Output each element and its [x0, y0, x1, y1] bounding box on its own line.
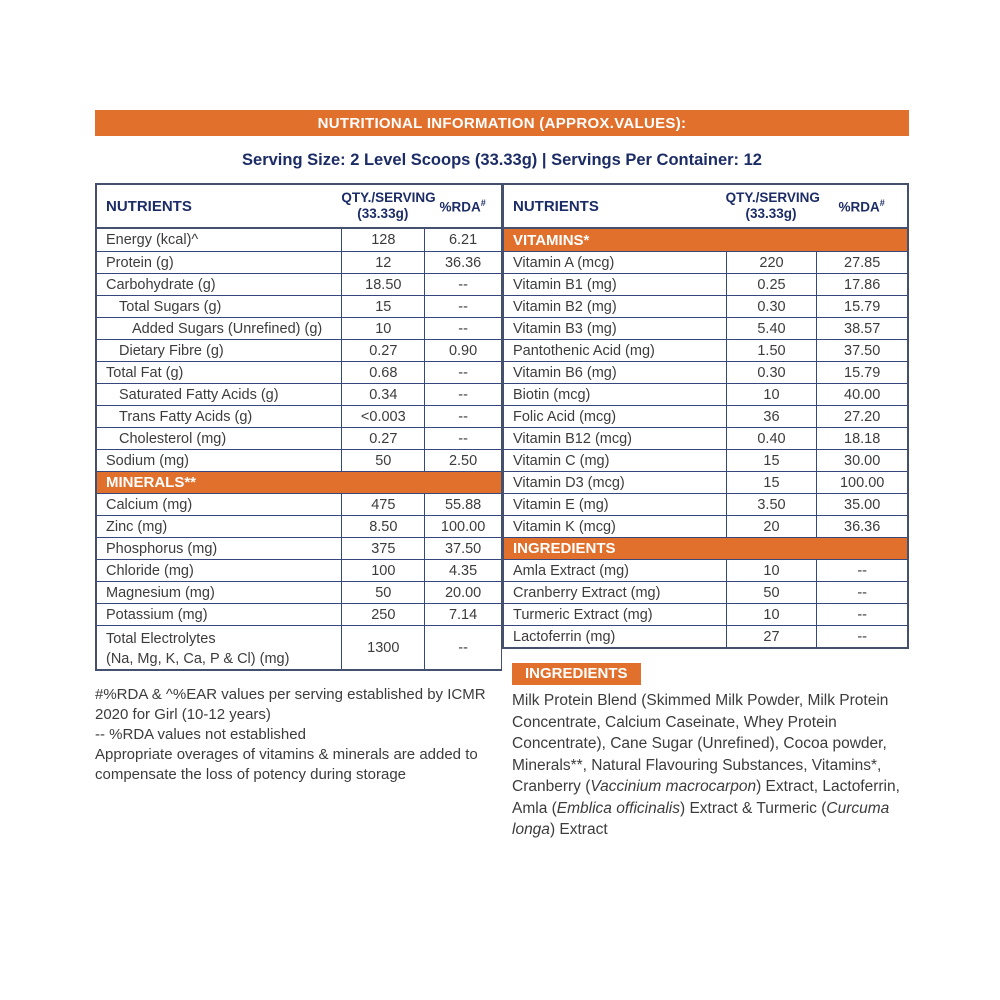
- nutrient-label: Folic Acid (mcg): [513, 408, 617, 425]
- table-row: [97, 295, 501, 317]
- table-header-left: [97, 185, 501, 229]
- qty-value: 12: [341, 252, 424, 273]
- table-row: [504, 493, 907, 515]
- rda-value: --: [816, 582, 907, 603]
- ingredient-text: Milk Protein Blend (Skimmed Milk Powder, Milk Protein Concentrate, Calcium Caseinate, Whey Protein Concentrate), Cane Sugar (Unrefined), Cocoa powder, Minerals**, Natural Flavouring Substances, Vitamins*, Cranberry (: [512, 692, 889, 795]
- ingredient-scientific-name: Curcuma longa: [512, 799, 890, 838]
- rda-value: 100.00: [424, 516, 501, 537]
- nutrient-label: Trans Fatty Acids (g): [119, 408, 253, 425]
- right-column: [502, 183, 909, 841]
- rda-value: 36.36: [424, 252, 501, 273]
- table-row: [97, 515, 501, 537]
- table-row: [97, 449, 501, 471]
- qty-value: 10: [341, 318, 424, 339]
- rda-header-sup: #: [480, 197, 486, 208]
- nutrient-label: Potassium (mg): [106, 606, 208, 623]
- serving-info: [95, 151, 909, 170]
- table-row: [504, 295, 907, 317]
- rda-value: 2.50: [424, 450, 501, 471]
- nutrient-label: Biotin (mcg): [513, 386, 591, 403]
- qty-value: 15: [726, 450, 817, 471]
- nutrient-label: Amla Extract (mg): [513, 562, 630, 579]
- column-header-qty: [341, 190, 436, 222]
- nutrient-label: Chloride (mg): [106, 562, 194, 579]
- rda-value: 38.57: [816, 318, 907, 339]
- left-column: [95, 183, 502, 785]
- nutrient-label: Dietary Fibre (g): [119, 342, 224, 359]
- rda-value: --: [816, 604, 907, 625]
- table-row: [97, 273, 501, 295]
- qty-value: 15: [341, 296, 424, 317]
- rda-value: 100.00: [816, 472, 907, 493]
- qty-value: 10: [726, 560, 817, 581]
- qty-header-line1: QTY./SERVING: [725, 190, 820, 205]
- qty-value: 0.30: [726, 362, 817, 383]
- rda-value: --: [424, 406, 501, 427]
- table-row: [504, 361, 907, 383]
- table-row: [504, 427, 907, 449]
- rda-value: 55.88: [424, 494, 501, 515]
- nutrient-label: Vitamin B6 (mg): [513, 364, 617, 381]
- table-row: [504, 559, 907, 581]
- qty-value: 0.27: [341, 428, 424, 449]
- rda-value: --: [424, 626, 501, 669]
- qty-value: 36: [726, 406, 817, 427]
- rda-value: 4.35: [424, 560, 501, 581]
- rda-value: 6.21: [424, 229, 501, 251]
- footnote-not-established: -- %RDA values not established: [95, 726, 306, 743]
- ingredients-paragraph: [512, 690, 910, 841]
- column-header-nutrients: NUTRIENTS: [106, 197, 192, 215]
- table-row: [97, 559, 501, 581]
- qty-value: 0.34: [341, 384, 424, 405]
- table-row: [97, 405, 501, 427]
- nutrient-label: Cranberry Extract (mg): [513, 584, 661, 601]
- qty-value: 220: [726, 252, 817, 273]
- qty-value: 1300: [341, 626, 424, 669]
- footnote-overages: Appropriate overages of vitamins & minerals are added to compensate the loss of potency during storage: [95, 746, 478, 783]
- rda-value: 0.90: [424, 340, 501, 361]
- table-row: [504, 405, 907, 427]
- rda-value: --: [424, 428, 501, 449]
- rda-value: 27.85: [816, 252, 907, 273]
- nutrient-label: Pantothenic Acid (mg): [513, 342, 655, 359]
- nutrient-label: Calcium (mg): [106, 496, 193, 513]
- ingredient-scientific-name: Vaccinium macrocarpon: [590, 778, 757, 795]
- footnotes: [95, 685, 497, 785]
- rda-value: 17.86: [816, 274, 907, 295]
- nutrient-label: Vitamin C (mg): [513, 452, 610, 469]
- column-header-qty: [725, 190, 820, 222]
- qty-value: 27: [726, 626, 817, 647]
- table-body-left: [97, 229, 501, 669]
- nutrients-table-right: [502, 183, 909, 649]
- table-row: [504, 515, 907, 537]
- qty-value: 50: [341, 450, 424, 471]
- nutrient-label: [97, 626, 341, 669]
- qty-value: 20: [726, 516, 817, 537]
- ingredients-badge: INGREDIENTS: [512, 663, 641, 685]
- nutrient-label: Sodium (mg): [106, 452, 189, 469]
- column-header-rda: [816, 198, 907, 215]
- rda-value: 15.79: [816, 362, 907, 383]
- section-label: MINERALS**: [106, 474, 197, 491]
- table-row: [97, 603, 501, 625]
- rda-value: 37.50: [816, 340, 907, 361]
- rda-value: --: [424, 384, 501, 405]
- table-row: [504, 339, 907, 361]
- rda-value: 20.00: [424, 582, 501, 603]
- qty-value: 475: [341, 494, 424, 515]
- nutrient-label: Total Sugars (g): [119, 298, 222, 315]
- ingredient-text: ) Extract, Lactoferrin, Amla (: [512, 778, 900, 817]
- section-header-row: [504, 537, 907, 559]
- qty-value: 15: [726, 472, 817, 493]
- nutrient-label: Phosphorus (mg): [106, 540, 218, 557]
- qty-value: 250: [341, 604, 424, 625]
- nutrients-table-left: [95, 183, 502, 671]
- qty-value: 0.40: [726, 428, 817, 449]
- table-row: [504, 581, 907, 603]
- column-header-nutrients: NUTRIENTS: [513, 197, 599, 215]
- rda-header-text: %RDA: [838, 199, 880, 215]
- qty-value: 10: [726, 384, 817, 405]
- nutrient-label: Energy (kcal)^: [106, 232, 199, 248]
- qty-value: 10: [726, 604, 817, 625]
- nutrient-label: Vitamin B12 (mcg): [513, 430, 632, 447]
- footnote-rda-ear: #%RDA & ^%EAR values per serving established by ICMR 2020 for Girl (10-12 years): [95, 686, 486, 723]
- rda-value: 35.00: [816, 494, 907, 515]
- table-row: [97, 251, 501, 273]
- table-row: [97, 537, 501, 559]
- table-row: [97, 229, 501, 251]
- qty-value: 50: [341, 582, 424, 603]
- table-row: [97, 581, 501, 603]
- table-row: [504, 603, 907, 625]
- qty-value: 128: [341, 229, 424, 251]
- section-label: INGREDIENTS: [513, 540, 616, 557]
- qty-value: 100: [341, 560, 424, 581]
- qty-value: 375: [341, 538, 424, 559]
- table-row: [97, 427, 501, 449]
- table-row: [97, 361, 501, 383]
- qty-value: <0.003: [341, 406, 424, 427]
- table-row: [97, 383, 501, 405]
- nutrient-label: Lactoferrin (mg): [513, 628, 616, 645]
- table-row: [97, 339, 501, 361]
- qty-header-line1: QTY./SERVING: [341, 190, 436, 205]
- nutrient-label: Vitamin B3 (mg): [513, 320, 617, 337]
- title-bar: [95, 110, 909, 136]
- qty-value: 50: [726, 582, 817, 603]
- qty-header-line2: (33.33g): [745, 206, 797, 221]
- table-row: [504, 471, 907, 493]
- rda-value: 18.18: [816, 428, 907, 449]
- section-header-row: [97, 471, 501, 493]
- table-row: [504, 449, 907, 471]
- qty-value: 0.68: [341, 362, 424, 383]
- qty-value: 0.27: [341, 340, 424, 361]
- table-row: [504, 383, 907, 405]
- qty-value: 3.50: [726, 494, 817, 515]
- qty-header-line2: (33.33g): [357, 206, 409, 221]
- rda-value: 30.00: [816, 450, 907, 471]
- rda-value: --: [424, 274, 501, 295]
- rda-value: 15.79: [816, 296, 907, 317]
- nutrient-label: Added Sugars (Unrefined) (g): [132, 320, 323, 337]
- qty-value: 5.40: [726, 318, 817, 339]
- ingredient-scientific-name: Emblica officinalis: [556, 799, 680, 817]
- rda-value: --: [816, 626, 907, 647]
- page-title: NUTRITIONAL INFORMATION (APPROX.VALUES):: [317, 114, 687, 132]
- nutrient-label: Vitamin D3 (mcg): [513, 474, 625, 491]
- nutrient-label: Total Fat (g): [106, 364, 184, 381]
- nutrient-label: Magnesium (mg): [106, 584, 215, 601]
- section-header-row: [504, 229, 907, 251]
- nutrient-label: Turmeric Extract (mg): [513, 606, 653, 623]
- ingredient-text: ) Extract: [549, 821, 608, 838]
- nutrient-label: Protein (g): [106, 254, 174, 271]
- table-row: [97, 493, 501, 515]
- label-columns: [95, 183, 909, 841]
- table-header-right: [504, 185, 907, 229]
- rda-value: 37.50: [424, 538, 501, 559]
- ingredient-text: ) Extract & Turmeric (: [679, 799, 827, 817]
- rda-value: 27.20: [816, 406, 907, 427]
- rda-header-sup: #: [879, 197, 885, 208]
- nutrient-label: Carbohydrate (g): [106, 276, 216, 293]
- qty-value: 1.50: [726, 340, 817, 361]
- nutrient-label: Cholesterol (mg): [119, 430, 227, 447]
- rda-value: 40.00: [816, 384, 907, 405]
- table-row: [97, 625, 501, 669]
- rda-value: 36.36: [816, 516, 907, 537]
- nutrient-label: Vitamin A (mcg): [513, 254, 615, 271]
- qty-value: 0.30: [726, 296, 817, 317]
- table-row: [504, 251, 907, 273]
- nutrition-label: [95, 110, 909, 841]
- serving-info-text: Serving Size: 2 Level Scoops (33.33g) | Servings Per Container: 12: [242, 151, 762, 169]
- qty-value: 0.25: [726, 274, 817, 295]
- rda-header-text: %RDA: [439, 199, 481, 215]
- qty-value: 18.50: [341, 274, 424, 295]
- nutrient-label: Vitamin B1 (mg): [513, 276, 617, 293]
- section-label: VITAMINS*: [513, 231, 590, 249]
- table-row: [504, 317, 907, 339]
- nutrient-label: Saturated Fatty Acids (g): [119, 386, 279, 403]
- rda-value: --: [424, 362, 501, 383]
- nutrient-label: Zinc (mg): [106, 518, 168, 535]
- table-row: [504, 273, 907, 295]
- rda-value: --: [424, 318, 501, 339]
- nutrient-label-multiline: Total Electrolytes (Na, Mg, K, Ca, P & Cl) (mg): [106, 630, 290, 667]
- qty-value: 8.50: [341, 516, 424, 537]
- rda-value: --: [424, 296, 501, 317]
- nutrient-label: Vitamin E (mg): [513, 496, 609, 513]
- table-row: [97, 317, 501, 339]
- rda-value: --: [816, 560, 907, 581]
- rda-value: 7.14: [424, 604, 501, 625]
- table-body-right: [504, 229, 907, 647]
- nutrient-label: Vitamin K (mcg): [513, 518, 616, 535]
- column-header-rda: [424, 198, 501, 215]
- table-row: [504, 625, 907, 647]
- nutrient-label: Vitamin B2 (mg): [513, 298, 617, 315]
